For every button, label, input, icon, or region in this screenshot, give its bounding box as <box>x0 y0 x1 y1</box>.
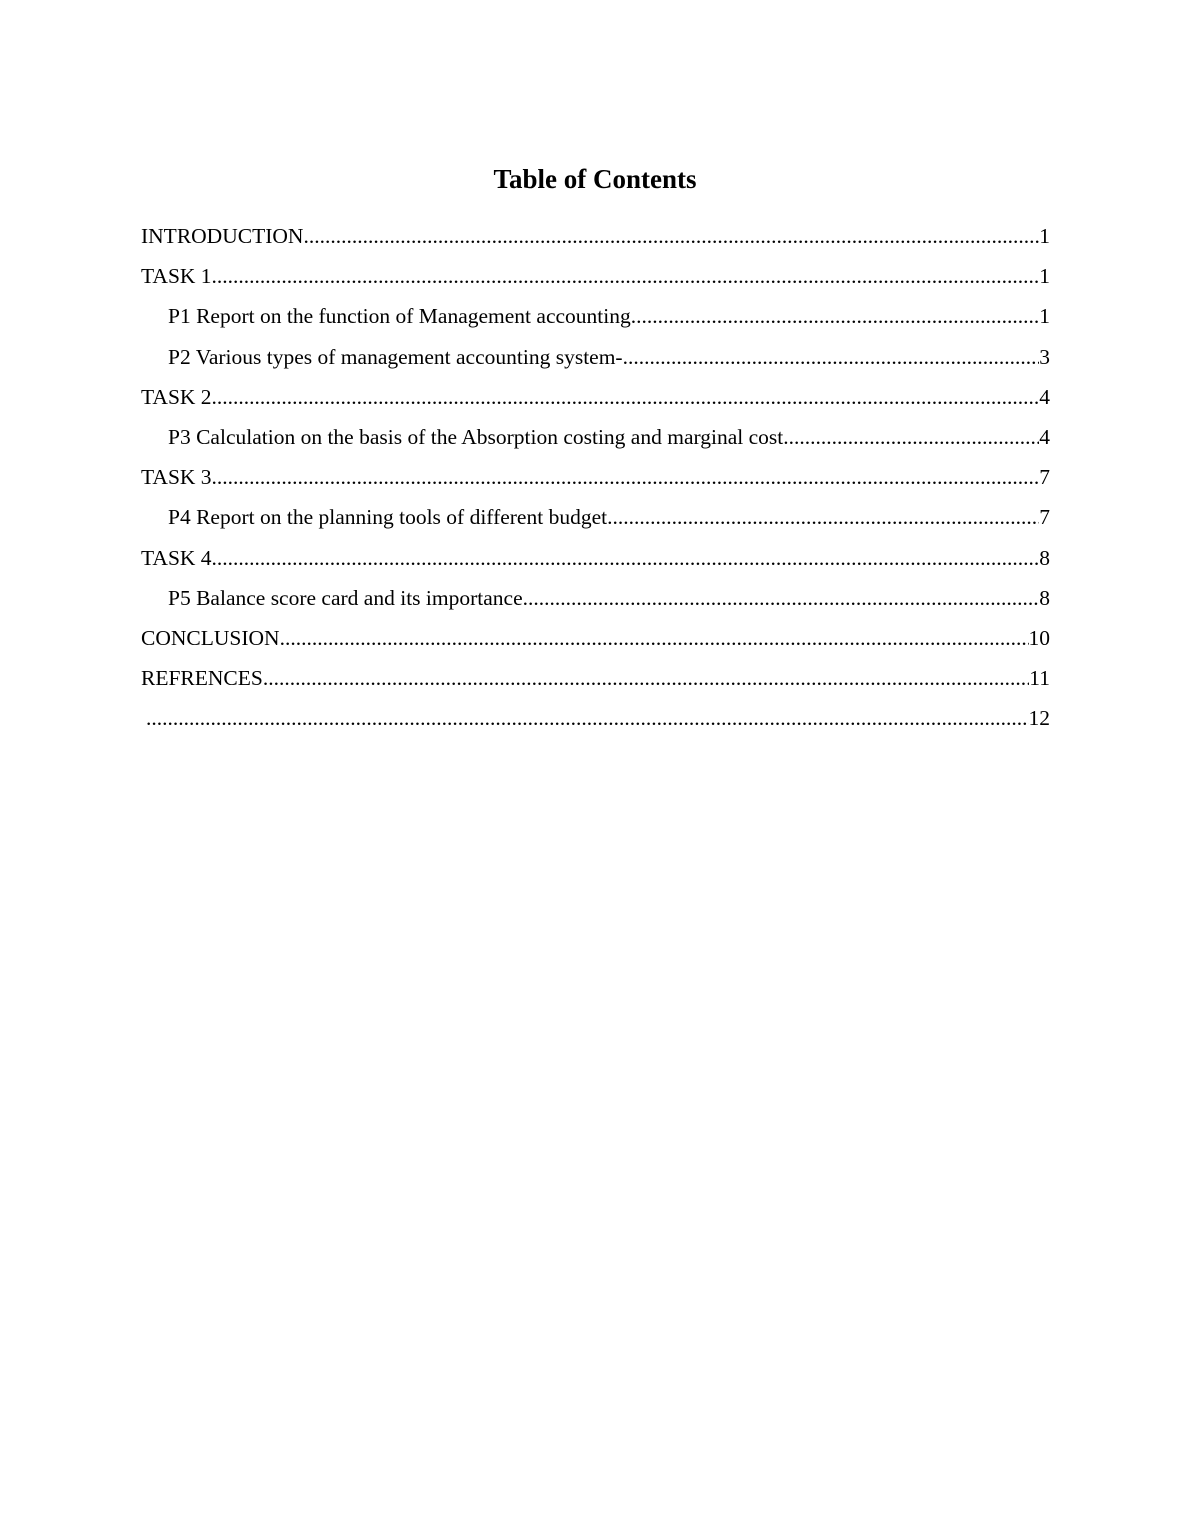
toc-entry-page-number: 4 <box>1039 424 1050 449</box>
toc-entry-task-1[interactable] <box>141 256 1050 296</box>
toc-entry-page-number: 10 <box>1028 625 1050 650</box>
toc-entry-introduction[interactable] <box>141 216 1050 256</box>
toc-dot-leader <box>631 296 1040 336</box>
toc-dot-leader <box>212 256 1040 296</box>
toc-entry-page-number: 8 <box>1039 585 1050 610</box>
toc-dot-leader <box>303 216 1039 256</box>
toc-entry-p1[interactable] <box>141 296 1050 336</box>
toc-dot-leader <box>263 658 1029 698</box>
toc-entry-page-number: 4 <box>1039 384 1050 409</box>
toc-entry-label: TASK 1 <box>141 264 212 289</box>
toc-entry-page-number: 1 <box>1039 304 1050 329</box>
toc-entry-page-number: 1 <box>1039 224 1050 248</box>
toc-entry-label: P5 Balance score card and its importance <box>168 585 523 610</box>
toc-entry-label: P4 Report on the planning tools of different budget <box>168 505 608 530</box>
toc-entry-untitled[interactable] <box>141 698 1050 738</box>
toc-entry-label: P2 Various types of management accounting system- <box>168 344 623 369</box>
toc-entry-label: TASK 2 <box>141 384 212 409</box>
toc-entry-page-number: 7 <box>1039 505 1050 530</box>
toc-entry-label: REFRENCES <box>141 666 263 691</box>
toc-entry-label: TASK 3 <box>141 465 212 490</box>
toc-entry-p2[interactable] <box>141 337 1050 377</box>
toc-dot-leader <box>280 618 1029 658</box>
toc-entry-p5[interactable] <box>141 578 1050 618</box>
toc-entry-p4[interactable] <box>141 497 1050 537</box>
toc-entry-page-number: 7 <box>1039 465 1050 490</box>
toc-entry-page-number: 3 <box>1039 344 1050 369</box>
toc-dot-leader <box>212 377 1040 417</box>
toc-entry-task-4[interactable] <box>141 538 1050 578</box>
toc-entry-label: INTRODUCTION <box>141 224 304 248</box>
toc-entry-label: CONCLUSION <box>141 625 280 650</box>
toc-entry-label: P1 Report on the function of Management accounting <box>168 304 631 329</box>
toc-entry-page-number: 1 <box>1039 264 1050 289</box>
toc-entry-references[interactable] <box>141 658 1050 698</box>
toc-list <box>141 216 1050 738</box>
toc-entry-label: TASK 4 <box>141 545 212 570</box>
toc-dot-leader <box>623 337 1040 377</box>
toc-title: Table of Contents <box>493 164 697 194</box>
toc-dot-leader <box>146 698 1029 738</box>
toc-entry-task-3[interactable] <box>141 457 1050 497</box>
toc-dot-leader <box>523 578 1040 618</box>
toc-entry-page-number: 11 <box>1029 666 1050 691</box>
toc-dot-leader <box>212 538 1040 578</box>
toc-entry-label: P3 Calculation on the basis of the Absorption costing and marginal cost <box>168 424 784 449</box>
toc-entry-conclusion[interactable] <box>141 618 1050 658</box>
toc-dot-leader <box>783 417 1039 457</box>
toc-entry-page-number: 8 <box>1039 545 1050 570</box>
toc-entry-p3[interactable] <box>141 417 1050 457</box>
toc-dot-leader <box>212 457 1040 497</box>
toc-entry-task-2[interactable] <box>141 377 1050 417</box>
toc-entry-page-number: 12 <box>1028 706 1050 731</box>
toc-dot-leader <box>607 497 1039 537</box>
